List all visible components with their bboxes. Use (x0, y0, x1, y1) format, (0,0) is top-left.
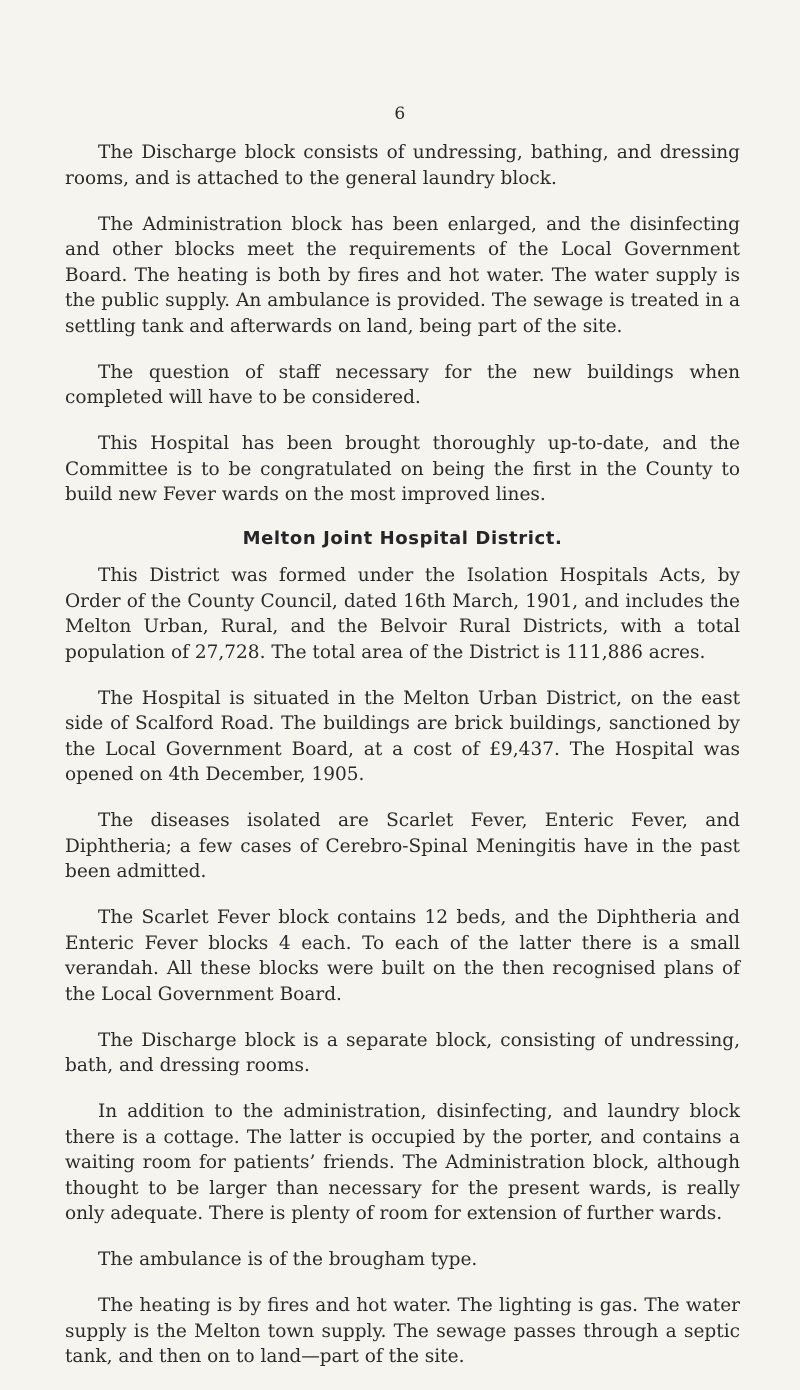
paragraph-discharge-block: The Discharge block consists of undressing, bathing, and dressing rooms, and is attached to the general laundry block. (65, 142, 740, 189)
paragraph-hospital-location: The Hospital is situated in the Melton Urban District, on the east side of Scalford Road. The buildings are brick buildings, sanctioned by the Local Government Board, at a cost of £9,437. The Hospital was opened on 4th December, 1905. (65, 687, 740, 785)
paragraph-staff-question: The question of staff necessary for the new buildings when completed will have to be considered. (65, 361, 740, 408)
paragraph-blocks-beds: The Scarlet Fever block contains 12 beds, and the Diphtheria and Enteric Fever blocks 4 each. To each of the latter there is a small verandah. All these blocks were built on the then recognised plans of the Local Government Board. (65, 907, 740, 1005)
paragraph-hospital-up-to-date: This Hospital has been brought thoroughly up-to-date, and the Committee is to be congratulated on being the first in the County to build new Fever wards on the most improved lines. (65, 433, 740, 505)
paragraph-ambulance: The ambulance is of the brougham type. (98, 1249, 478, 1270)
section-heading-melton: Melton Joint Hospital District. (242, 528, 563, 549)
paragraph-utilities: The heating is by fires and hot water. The lighting is gas. The water supply is the Melton town supply. The sewage passes through a septic tank, and then on to land—part of the site. (65, 1295, 740, 1367)
paragraph-discharge-separate: The Discharge block is a separate block, consisting of undressing, bath, and dressing rooms. (65, 1029, 740, 1076)
paragraph-administration-block: The Administration block has been enlarged, and the disinfecting and other blocks meet the requirements of the Local Government Board. The heating is both by fires and hot water. The water supply is the public supply. An ambulance is provided. The sewage is treated in a settling tank and afterwards on land, being part of the site. (65, 213, 740, 337)
document-body (65, 140, 740, 1390)
paragraph-district-formation: This District was formed under the Isolation Hospitals Acts, by Order of the County Council, dated 16th March, 1901, and includes the Melton Urban, Rural, and the Belvoir Rural Districts, with a total population of 27,728. The total area of the District is 111,886 acres. (65, 565, 740, 663)
paragraph-diseases-isolated: The diseases isolated are Scarlet Fever, Enteric Fever, and Diphtheria; a few cases of Cerebro-Spinal Meningitis have in the past been admitted. (65, 810, 740, 882)
page-number: 6 (394, 104, 406, 124)
paragraph-cottage: In addition to the administration, disinfecting, and laundry block there is a cottage. The latter is occupied by the porter, and contains a waiting room for patients’ friends. The Administration block, although thought to be larger than necessary for the present wards, is really only adequate. There is plenty of room for extension of further wards. (65, 1101, 740, 1224)
